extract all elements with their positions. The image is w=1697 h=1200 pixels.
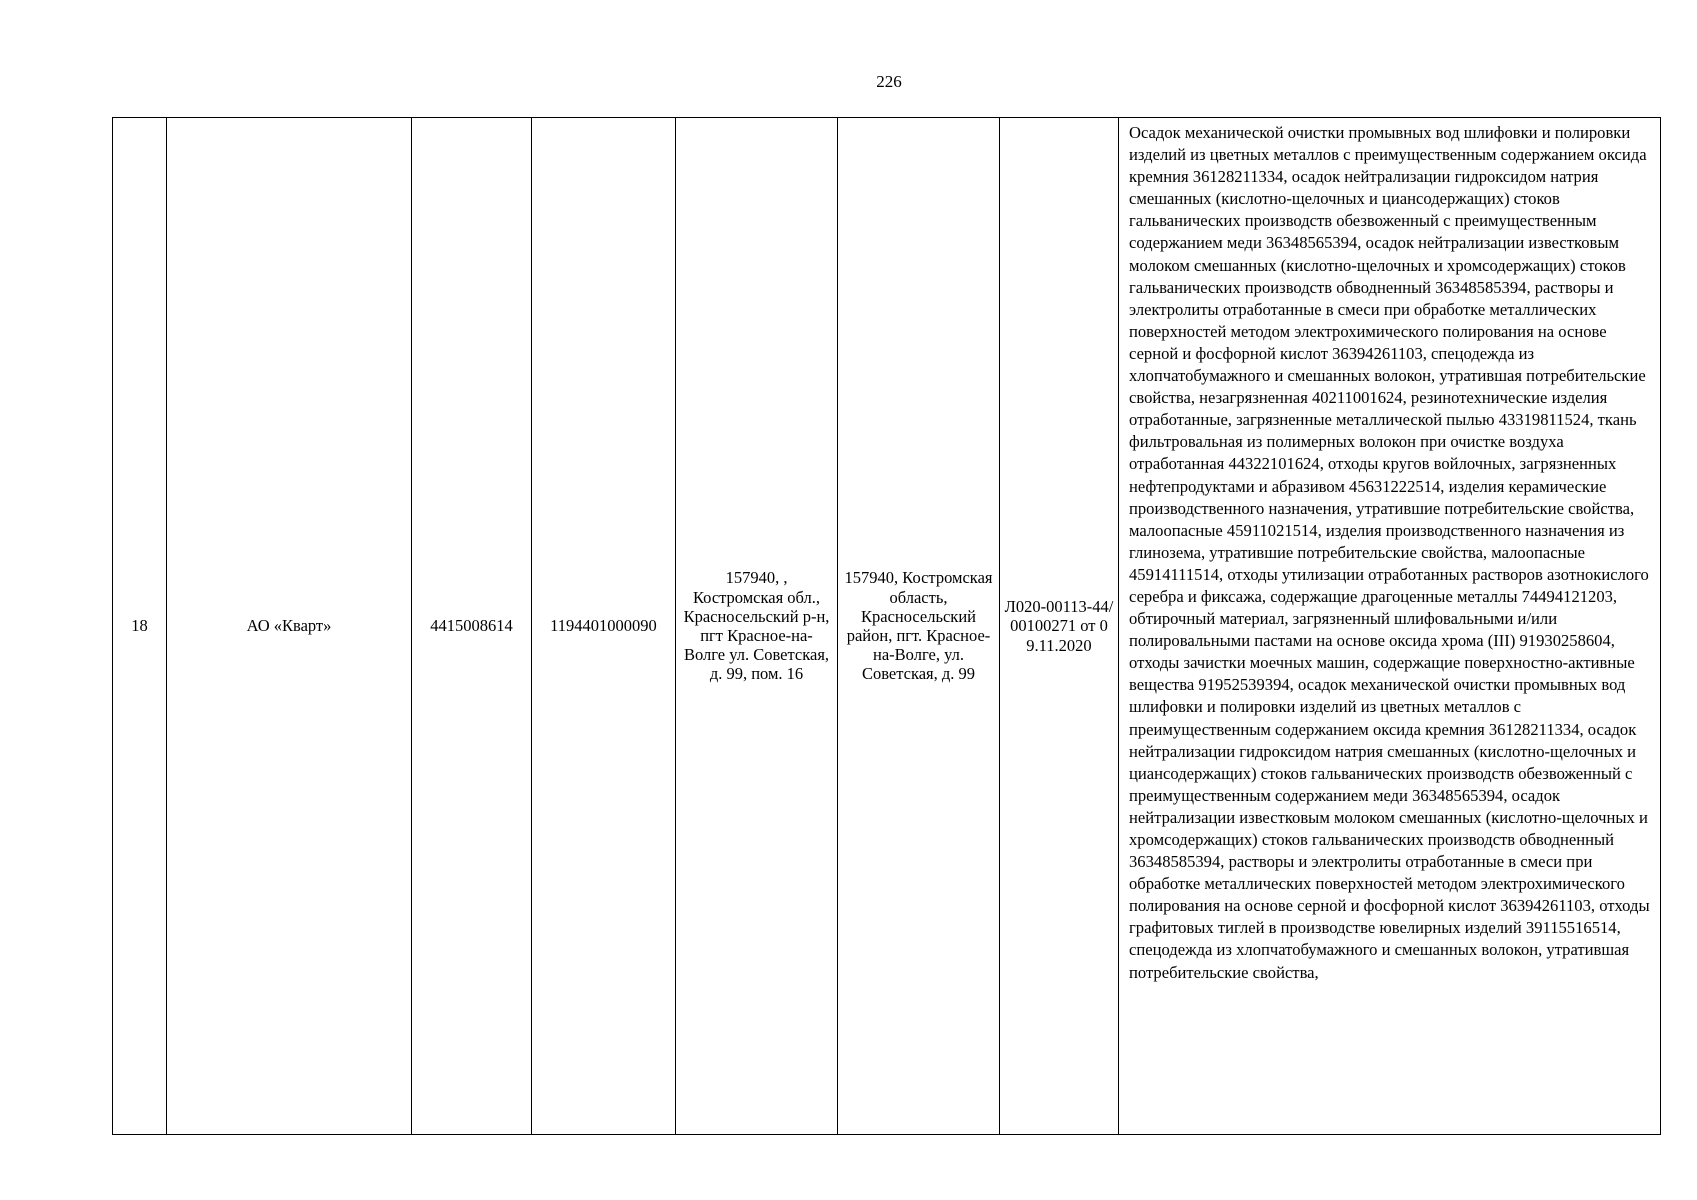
legal-address-cell: 157940, , Костромская обл., Красносельский р-н, пгт Красное-на-Волге ул. Советская, д. 99, пом. 16	[676, 118, 838, 1135]
license-cell: Л020-00113-44/00100271 от 09.11.2020	[1000, 118, 1119, 1135]
registry-table	[112, 117, 1661, 1135]
ogrn-cell: 1194401000090	[532, 118, 676, 1135]
activity-address-cell: 157940, Костромская область, Красносельский район, пгт. Красное-на-Волге, ул. Советская, д. 99	[838, 118, 1000, 1135]
inn-cell: 4415008614	[412, 118, 532, 1135]
organization-name-cell: АО «Кварт»	[167, 118, 412, 1135]
waste-types-cell	[1119, 118, 1661, 1135]
page-number: 226	[876, 72, 902, 91]
row-number-cell: 18	[113, 118, 167, 1135]
waste-types-text: Осадок механической очистки промывных вод шлифовки и полировки изделий из цветных металлов с преимущественным содержанием оксида кремния 36128211334, осадок нейтрализации гидроксидом натрия смешанных (кислотно-щелочных и циансодержащих) стоков гальванических производств обезвоженный с преимущественным содержанием меди 36348565394, осадок нейтрализации известковым молоком смешанных (кислотно-щелочных и хромсодержащих) стоков гальванических производств обводненный 36348585394, растворы и электролиты отработанные в смеси при обработке металлических поверхностей методом электрохимического полирования на основе серной и фосфорной кислот 36394261103, спецодежда из хлопчатобумажного и смешанных волокон, утратившая потребительские свойства, незагрязненная 40211001624, резинотехнические изделия отработанные, загрязненные металлической пылью 43319811524, ткань фильтровальная из полимерных волокон при очистке воздуха отработанная 44322101624, отходы кругов войлочных, загрязненных нефтепродуктами и абразивом 45631222514, изделия керамические производственного назначения, утратившие потребительские свойства, малоопасные 45911021514, изделия производственного назначения из глинозема, утратившие потребительские свойства, малоопасные 45914111514, отходы утилизации отработанных растворов азотнокислого серебра и фиксажа, содержащие драгоценные металлы 74494121203, обтирочный материал, загрязненный шлифовальными и/или полировальными пастами на основе оксида хрома (III) 91930258604, отходы зачистки моечных машин, содержащие поверхностно-активные вещества 91952539394, осадок механической очистки промывных вод шлифовки и полировки изделий из цветных металлов с преимущественным содержанием оксида кремния 36128211334, осадок нейтрализации гидроксидом натрия смешанных (кислотно-щелочных и циансодержащих) стоков гальванических производств обезвоженный с преимущественным содержанием меди 36348565394, осадок нейтрализации известковым молоком смешанных (кислотно-щелочных и хромсодержащих) стоков гальванических производств обводненный 36348585394, растворы и электролиты отработанные в смеси при обработке металлических поверхностей методом электрохимического полирования на основе серной и фосфорной кислот 36394261103, отходы графитовых тиглей в производстве ювелирных изделий 39115516514, спецодежда из хлопчатобумажного и смешанных волокон, утратившая потребительские свойства,	[1129, 123, 1650, 982]
table-row	[113, 118, 1661, 1135]
